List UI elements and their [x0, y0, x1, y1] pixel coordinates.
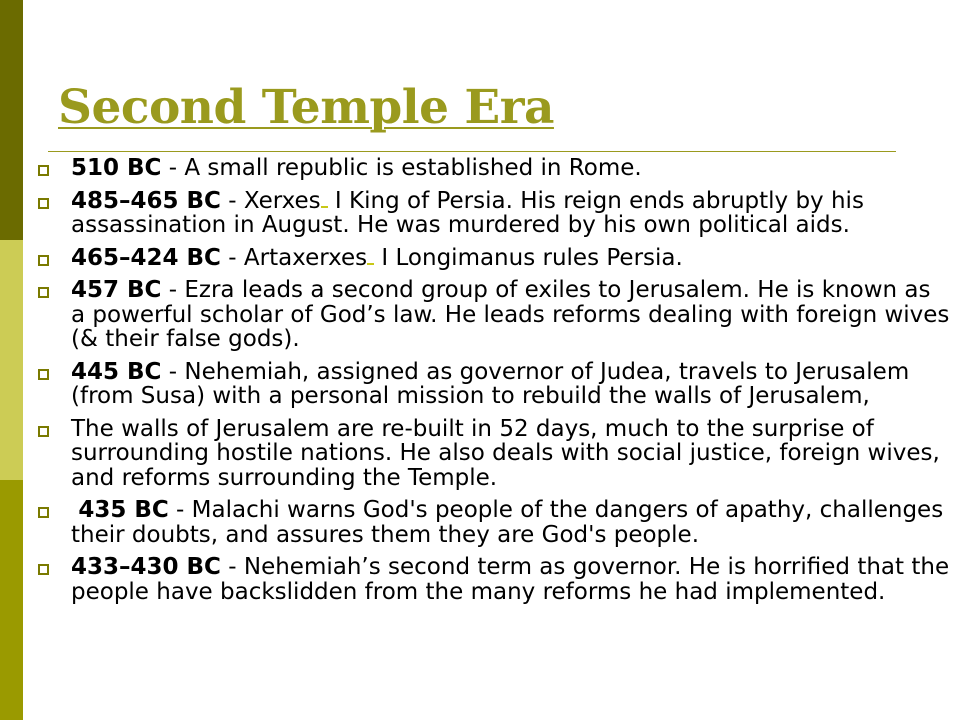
item-text: - Artaxerxes	[220, 244, 368, 271]
list-item	[38, 156, 950, 181]
item-date: 433–430 BC	[71, 554, 221, 580]
list-item	[38, 555, 950, 604]
item-date: 485–465 BC	[71, 187, 221, 214]
item-text: - Ezra leads a second group of exiles to Jerusalem. He is known as a powerful scholar of God’s law. He leads reforms dealing with foreign wives (& their false gods).	[71, 277, 950, 352]
list-item	[38, 498, 950, 547]
item-date: 435 BC	[78, 497, 169, 523]
list-item	[38, 278, 950, 352]
slide-title: Second Temple Era	[58, 80, 554, 135]
hollow-square-bullet-icon	[38, 287, 49, 298]
hollow-square-bullet-icon	[38, 165, 49, 176]
sidebar-stripe-middle	[0, 240, 23, 480]
item-text: - Nehemiah’s second term as governor. He is horrified that the people have backslidden from the many reforms he had implemented.	[71, 554, 950, 605]
item-date: 465–424 BC	[71, 244, 221, 271]
sidebar-stripe-bottom	[0, 480, 23, 720]
item-text-continued: I King of Persia. His reign ends abruptly by his assassination in August. He was murdered by his own political aids.	[71, 187, 864, 238]
title-divider	[48, 151, 896, 152]
sidebar-stripe	[0, 0, 23, 720]
item-date: 510 BC	[71, 155, 162, 181]
hollow-square-bullet-icon	[38, 426, 49, 437]
hollow-square-bullet-icon	[38, 369, 49, 380]
hollow-square-bullet-icon	[38, 198, 49, 209]
item-text: - Malachi warns God's people of the dangers of apathy, challenges their doubts, and assures them they are God's people.	[71, 497, 944, 548]
item-text: - Xerxes	[220, 187, 321, 214]
item-text: The walls of Jerusalem are re-built in 52 days, much to the surprise of surrounding hostile nations. He also deals with social justice, foreign wives, and reforms surrounding the Temple.	[71, 415, 940, 491]
hollow-square-bullet-icon	[38, 564, 49, 575]
item-date: 457 BC	[71, 277, 162, 303]
bullet-list	[38, 156, 950, 612]
hollow-square-bullet-icon	[38, 507, 49, 518]
hollow-square-bullet-icon	[38, 255, 49, 266]
item-date: 445 BC	[71, 358, 162, 385]
underline-mark	[321, 205, 328, 208]
item-text-continued: I Longimanus rules Persia.	[374, 244, 683, 271]
sidebar-stripe-top	[0, 0, 23, 240]
list-item	[38, 360, 950, 409]
list-item	[38, 246, 950, 271]
list-item	[38, 417, 950, 491]
item-text: - Nehemiah, assigned as governor of Judea, travels to Jerusalem (from Susa) with a personal mission to rebuild the walls of Jerusalem,	[71, 358, 910, 409]
list-item	[38, 189, 950, 238]
item-text: - A small republic is established in Rome.	[161, 155, 642, 181]
